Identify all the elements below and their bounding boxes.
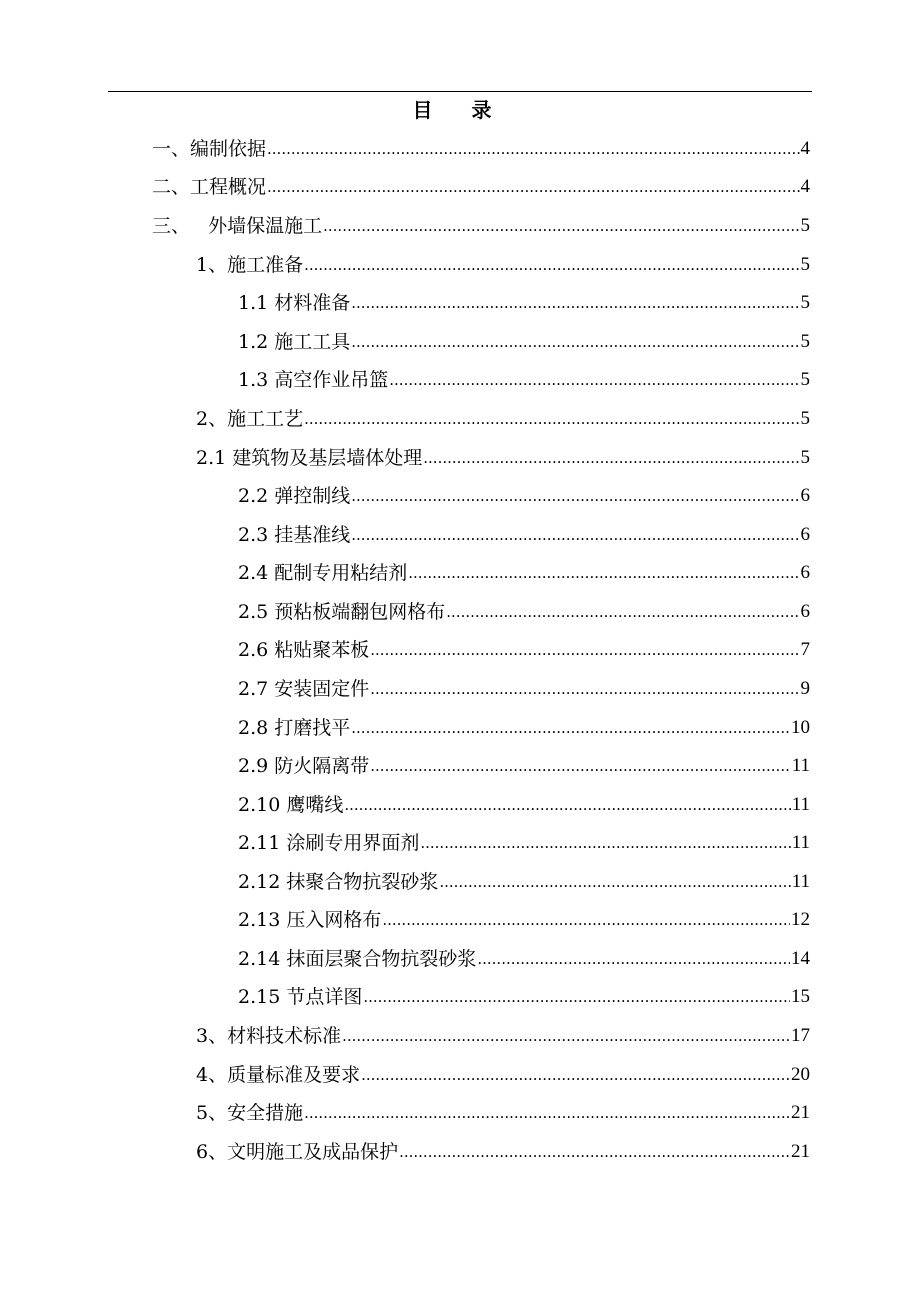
toc-entry-label: 2.3 挂基准线 xyxy=(238,524,351,546)
toc-entry-label: 1.2 施工工具 xyxy=(238,331,351,353)
toc-entry-label: 2.6 粘贴聚苯板 xyxy=(238,639,370,661)
dot-leader xyxy=(389,370,799,390)
toc-entry-label: 2.11 涂刷专用界面剂 xyxy=(238,832,420,854)
toc-entry-label: 2.15 节点详图 xyxy=(238,986,363,1008)
toc-entry[interactable] xyxy=(238,637,810,663)
toc-entry-page: 21 xyxy=(791,1141,810,1162)
dot-leader xyxy=(446,602,799,622)
dot-leader xyxy=(351,718,790,738)
toc-entry-label: 2.14 抹面层聚合物抗裂砂浆 xyxy=(238,948,477,970)
dot-leader xyxy=(477,949,790,969)
dot-leader xyxy=(423,448,799,468)
dot-leader xyxy=(344,795,790,815)
dot-leader xyxy=(408,563,799,583)
toc-entry-label: 2.2 弹控制线 xyxy=(238,485,351,507)
toc-entry-page: 15 xyxy=(791,986,810,1007)
toc-entry-page: 6 xyxy=(800,562,810,583)
toc-entry-page: 7 xyxy=(800,639,810,660)
toc-entry[interactable] xyxy=(238,676,810,702)
toc-title: 目 录 xyxy=(412,98,508,122)
toc-entry-page: 5 xyxy=(800,292,810,313)
toc-entry-label: 三、 外墙保温施工 xyxy=(152,215,323,237)
toc-entry[interactable] xyxy=(196,252,810,278)
toc-entry[interactable] xyxy=(152,136,810,162)
toc-entry[interactable] xyxy=(196,1023,810,1049)
toc-entry-page: 21 xyxy=(791,1102,810,1123)
toc-entry[interactable] xyxy=(196,1100,810,1126)
dot-leader xyxy=(267,139,799,159)
toc-entry[interactable] xyxy=(238,792,810,818)
toc-entry[interactable] xyxy=(238,715,810,741)
toc-entry[interactable] xyxy=(238,329,810,355)
dot-leader xyxy=(351,332,799,352)
toc-entry-label: 2、施工工艺 xyxy=(196,408,304,430)
toc-entry[interactable] xyxy=(238,830,810,856)
toc-entry-label: 二、工程概况 xyxy=(152,176,267,198)
toc-entry-label: 2.7 安装固定件 xyxy=(238,678,370,700)
toc-entry-page: 11 xyxy=(791,832,810,853)
toc-entry-page: 11 xyxy=(791,871,810,892)
toc-entry[interactable] xyxy=(196,406,810,432)
toc-entry-page: 5 xyxy=(800,369,810,390)
toc-entry[interactable] xyxy=(152,174,810,200)
toc-entry-label: 2.10 鹰嘴线 xyxy=(238,794,344,816)
toc-entry-page: 10 xyxy=(791,717,810,738)
toc-entry[interactable] xyxy=(238,753,810,779)
dot-leader xyxy=(323,216,799,236)
toc-entry-label: 1.1 材料准备 xyxy=(238,292,351,314)
toc-entry[interactable] xyxy=(238,984,810,1010)
toc-entry[interactable] xyxy=(238,522,810,548)
toc-entry-label: 2.8 打磨找平 xyxy=(238,717,351,739)
dot-leader xyxy=(399,1142,790,1162)
dot-leader xyxy=(351,486,799,506)
toc-entry[interactable] xyxy=(238,599,810,625)
toc-entry-page: 5 xyxy=(800,447,810,468)
toc-entry-page: 11 xyxy=(791,755,810,776)
toc-entry-page: 14 xyxy=(791,948,810,969)
dot-leader xyxy=(304,1103,790,1123)
toc-entry-page: 20 xyxy=(791,1064,810,1085)
toc-entry-label: 4、质量标准及要求 xyxy=(196,1064,361,1086)
dot-leader xyxy=(351,525,799,545)
toc-entry-page: 5 xyxy=(800,408,810,429)
dot-leader xyxy=(370,756,790,776)
dot-leader xyxy=(363,987,790,1007)
toc-entry-page: 12 xyxy=(791,909,810,930)
toc-entry-label: 3、材料技术标准 xyxy=(196,1025,342,1047)
toc-entry-page: 5 xyxy=(800,254,810,275)
toc-entry-label: 1、施工准备 xyxy=(196,254,304,276)
dot-leader xyxy=(342,1026,790,1046)
toc-entry-page: 5 xyxy=(800,331,810,352)
toc-entry-page: 6 xyxy=(800,485,810,506)
toc-entry[interactable] xyxy=(152,213,810,239)
toc-entry[interactable] xyxy=(238,907,810,933)
toc-entry[interactable] xyxy=(238,946,810,972)
toc-entry-label: 1.3 高空作业吊篮 xyxy=(238,369,389,391)
toc-entry-page: 5 xyxy=(800,215,810,236)
toc-entry[interactable] xyxy=(238,869,810,895)
toc-entry-page: 6 xyxy=(800,524,810,545)
toc-entry[interactable] xyxy=(196,445,810,471)
toc-entry-label: 一、编制依据 xyxy=(152,138,267,160)
dot-leader xyxy=(351,293,799,313)
dot-leader xyxy=(267,177,799,197)
dot-leader xyxy=(304,255,799,275)
toc-entry-page: 9 xyxy=(800,678,810,699)
dot-leader xyxy=(304,409,799,429)
toc-entry-label: 2.1 建筑物及基层墙体处理 xyxy=(196,447,423,469)
toc-entry-page: 11 xyxy=(791,794,810,815)
toc-entry-label: 2.12 抹聚合物抗裂砂浆 xyxy=(238,871,439,893)
toc-entry[interactable] xyxy=(238,483,810,509)
toc-entry[interactable] xyxy=(238,367,810,393)
toc-entry-page: 4 xyxy=(800,138,810,159)
toc-entry-page: 17 xyxy=(791,1025,810,1046)
toc-entry-label: 2.5 预粘板端翻包网格布 xyxy=(238,601,446,623)
header-rule xyxy=(108,91,812,92)
dot-leader xyxy=(420,833,790,853)
toc-entry-page: 4 xyxy=(800,176,810,197)
toc-entry[interactable] xyxy=(196,1139,810,1165)
toc-entry[interactable] xyxy=(196,1062,810,1088)
dot-leader xyxy=(361,1065,790,1085)
toc-entry[interactable] xyxy=(238,290,810,316)
dot-leader xyxy=(370,640,799,660)
toc-entry-label: 2.9 防火隔离带 xyxy=(238,755,370,777)
toc-entry-label: 2.4 配制专用粘结剂 xyxy=(238,562,408,584)
toc-entry-label: 6、文明施工及成品保护 xyxy=(196,1141,399,1163)
dot-leader xyxy=(370,679,799,699)
toc-entry-label: 2.13 压入网格布 xyxy=(238,909,382,931)
dot-leader xyxy=(382,910,790,930)
toc-entry[interactable] xyxy=(238,560,810,586)
toc-entry-page: 6 xyxy=(800,601,810,622)
toc-entry-label: 5、安全措施 xyxy=(196,1102,304,1124)
dot-leader xyxy=(439,872,790,892)
